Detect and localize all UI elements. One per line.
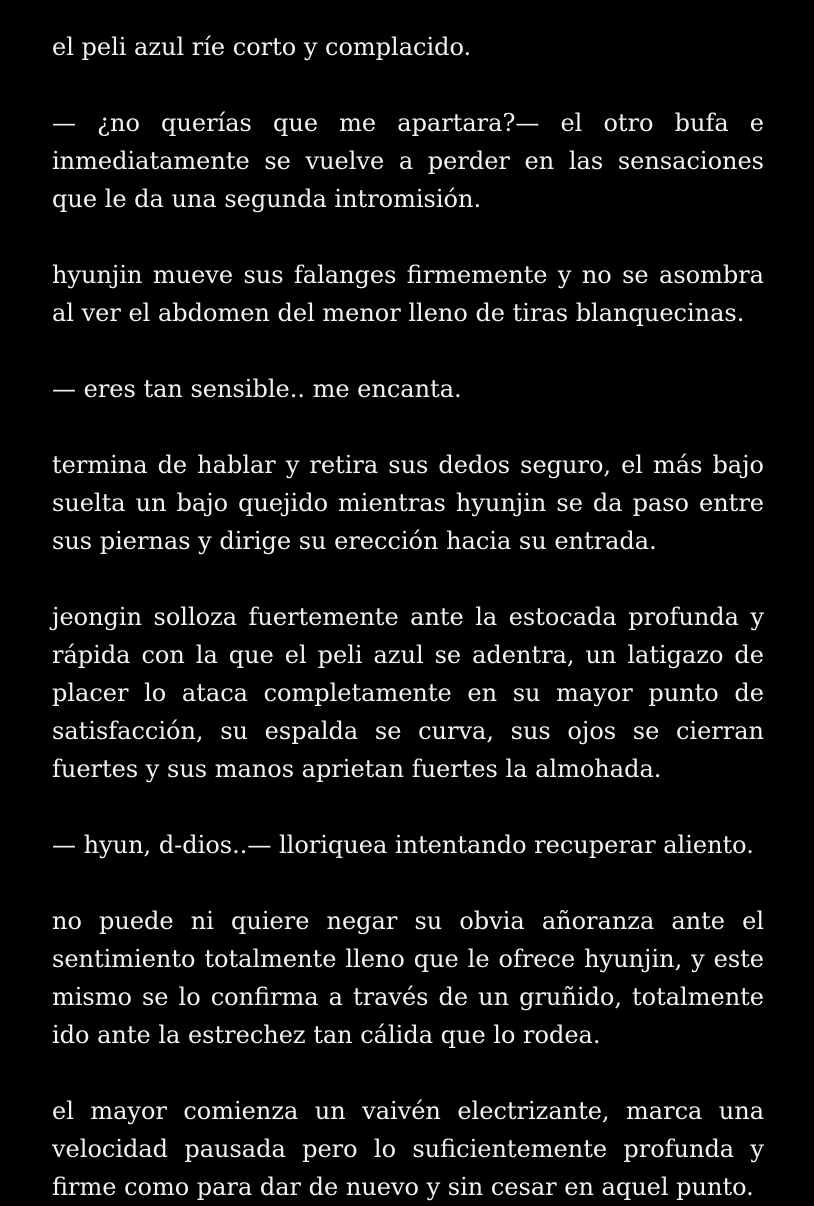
paragraph-1: el peli azul ríe corto y complacido.	[52, 33, 472, 61]
paragraph-3: hyunjin mueve sus falanges firmemente y no se asombra al ver el abdomen del menor lleno de tiras blanquecinas.	[52, 261, 764, 327]
paragraph-8: no puede ni quiere negar su obvia añoranza ante el sentimiento totalmente lleno que le ofrece hyunjin, y este mismo se lo confirma a través de un gruñido, totalmente ido ante la estrechez tan cálida que lo rodea.	[52, 907, 764, 1049]
paragraph-6: jeongin solloza fuertemente ante la estocada profunda y rápida con la que el peli azul se adentra, un latigazo de placer lo ataca completamente en su mayor punto de satisfacción, su espalda se curva, sus ojos se cierran fuertes y sus manos aprietan fuertes la almohada.	[52, 603, 764, 783]
paragraph-5: termina de hablar y retira sus dedos seguro, el más bajo suelta un bajo quejido mientras hyunjin se da paso entre sus piernas y dirige su erección hacia su entrada.	[52, 451, 764, 555]
paragraph-2: — ¿no querías que me apartara?— el otro bufa e inmediatamente se vuelve a perder en las sensaciones que le da una segunda intromisión.	[52, 109, 764, 213]
text-page	[52, 28, 764, 1206]
paragraph-4: — eres tan sensible.. me encanta.	[52, 375, 462, 403]
paragraph-7: — hyun, d-dios..— lloriquea intentando recuperar aliento.	[52, 831, 754, 859]
paragraph-9: el mayor comienza un vaivén electrizante, marca una velocidad pausada pero lo suficientemente profunda y firme como para dar de nuevo y sin cesar en aquel punto.	[52, 1097, 764, 1201]
